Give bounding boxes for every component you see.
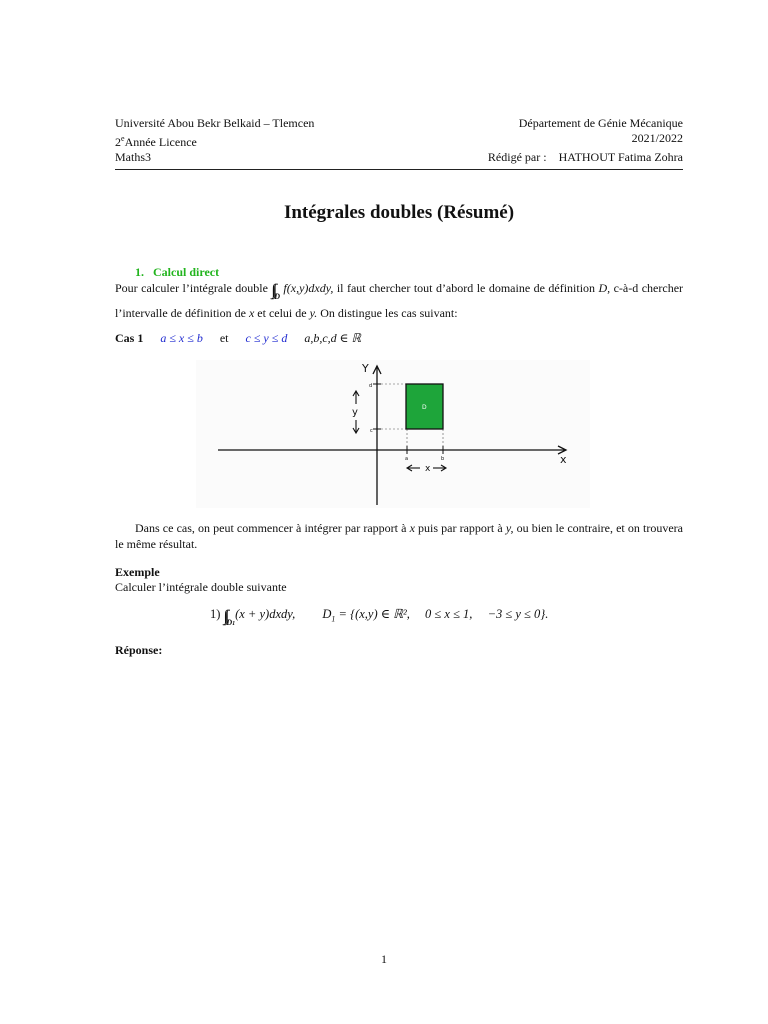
- para-line2-b: et celui de: [257, 306, 307, 320]
- y-range-label: y: [352, 407, 358, 418]
- tick-a-label: a: [405, 456, 409, 462]
- section-number: 1.: [135, 265, 144, 279]
- para-line2-a: chercher l’intervalle de définition de: [115, 281, 684, 320]
- double-integral-symbol: ∫∫: [271, 282, 275, 299]
- integral-domain: D: [274, 292, 280, 301]
- page-number: 1: [381, 952, 387, 966]
- explanation-paragraph: [115, 520, 683, 552]
- y-axis-label: Y: [362, 362, 369, 375]
- course-name: Maths3: [115, 150, 151, 164]
- para-after-integral: il faut chercher tout d’abord le domaine de définition: [336, 281, 596, 295]
- para-cad: c-à-d: [613, 281, 639, 295]
- var-y: y.: [309, 306, 318, 320]
- tick-c-label: c: [370, 428, 373, 434]
- explanation-x: x: [409, 521, 415, 535]
- author-line: [488, 150, 683, 165]
- equation-number: 1): [210, 607, 221, 621]
- year-level-sup: e: [121, 134, 125, 143]
- year-level-number: 2: [115, 135, 121, 149]
- header-row-2: [115, 131, 683, 150]
- author-name: HATHOUT Fatima Zohra: [558, 150, 683, 164]
- case-1-line: [115, 331, 361, 346]
- header-row-1: [115, 116, 683, 131]
- university-name: Université Abou Bekr Belkaid – Tlemcen: [115, 116, 315, 130]
- explanation-y: y,: [505, 521, 514, 535]
- domain-cond-x: 0 ≤ x ≤ 1,: [425, 607, 473, 621]
- equation-domain-sub: [226, 618, 235, 627]
- explanation-part1: Dans ce cas, on peut commencer à intégrer par rapport à: [135, 521, 407, 535]
- explanation-part3: ou bien le contraire, et on trouvera le même résultat.: [115, 521, 683, 551]
- section-paragraph: [115, 280, 683, 321]
- document-header: [115, 116, 683, 165]
- example-instruction: Calculer l’intégrale double suivante: [115, 580, 287, 594]
- condition-x: a ≤ x ≤ b: [160, 331, 203, 345]
- year-level: [115, 131, 197, 150]
- header-divider: [115, 169, 683, 170]
- diagram-svg: [196, 360, 590, 508]
- tick-b-label: b: [441, 456, 445, 462]
- region-d-label: D: [422, 404, 427, 411]
- example-heading: Exemple: [115, 565, 160, 579]
- domain-name-letter: D: [322, 607, 332, 621]
- case-label: Cas 1: [115, 331, 144, 345]
- para-line2-c: On distingue les cas suivant:: [320, 306, 458, 320]
- condition-y: c ≤ y ≤ d: [245, 331, 288, 345]
- connector-et: et: [219, 331, 229, 345]
- domain-diagram: [196, 360, 590, 508]
- academic-year: 2021/2022: [631, 131, 683, 145]
- section-heading: [135, 265, 219, 280]
- answer-heading: Réponse:: [115, 643, 163, 657]
- section-title: Calcul direct: [153, 265, 220, 279]
- department-name: Département de Génie Mécanique: [518, 116, 683, 130]
- tick-d-label: d: [369, 383, 373, 389]
- equation-integral-symbol: ∫∫: [223, 608, 227, 625]
- example-equation: [210, 606, 548, 627]
- domain-name: [322, 607, 336, 624]
- equation-domain-sub-letter: D: [226, 618, 233, 627]
- integrand: f(x,y)dxdy,: [283, 281, 334, 295]
- x-range-label: x: [425, 464, 431, 474]
- domain-variables: a,b,c,d ∈ ℝ: [304, 331, 362, 345]
- var-x: x: [248, 306, 255, 320]
- page-title: Intégrales doubles (Résumé): [283, 202, 515, 223]
- domain-cond-y: −3 ≤ y ≤ 0}.: [487, 607, 549, 621]
- domain-name-index: 1: [331, 614, 336, 624]
- header-row-3: [115, 150, 683, 165]
- explanation-part2: puis par rapport à: [418, 521, 503, 535]
- para-before-integral: Pour calculer l’intégrale double: [115, 281, 268, 295]
- domain-definition: = {(x,y) ∈ ℝ²,: [338, 607, 410, 621]
- equation-domain-sub-index: 1: [232, 621, 236, 627]
- x-axis-label: x: [560, 453, 567, 466]
- equation-integrand: (x + y)dxdy,: [235, 607, 296, 621]
- domain-symbol: D,: [598, 281, 611, 295]
- year-level-text: Année Licence: [124, 135, 197, 149]
- author-label: Rédigé par :: [487, 150, 547, 164]
